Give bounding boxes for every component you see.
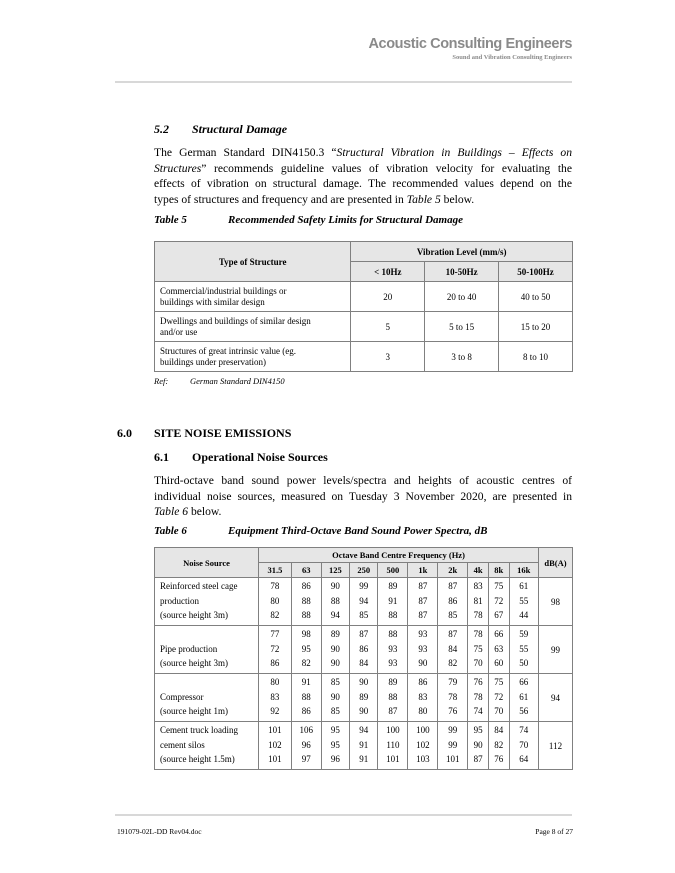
band-value-cell bbox=[259, 674, 292, 722]
band-header: 500 bbox=[378, 563, 408, 578]
band-header: 16k bbox=[509, 563, 538, 578]
band-value: 98 bbox=[301, 629, 311, 639]
table-title: Recommended Safety Limits for Structural Damage bbox=[228, 214, 463, 226]
source-name-line: (source height 3m) bbox=[160, 610, 228, 620]
band-value: 99 bbox=[448, 739, 458, 750]
source-name-line: (source height 3m) bbox=[160, 658, 228, 668]
section-6-1-heading bbox=[154, 450, 328, 465]
page-header bbox=[368, 36, 572, 61]
band-value: 80 bbox=[270, 595, 280, 606]
band-value: 59 bbox=[519, 629, 529, 639]
band-value: 88 bbox=[388, 610, 398, 620]
band-value: 86 bbox=[448, 595, 458, 606]
structure-type: Dwellings and buildings of similar design and/or use bbox=[155, 312, 351, 342]
band-value-cell bbox=[350, 674, 378, 722]
band-value: 77 bbox=[270, 629, 280, 639]
band-value: 82 bbox=[494, 739, 504, 750]
value-cell: 8 to 10 bbox=[499, 342, 573, 372]
band-value: 95 bbox=[473, 725, 483, 735]
paragraph-line: types of structures and frequency and are presented in Table 5 below. bbox=[154, 192, 475, 206]
band-header: 2k bbox=[438, 563, 468, 578]
value-cell: 20 bbox=[351, 282, 425, 312]
band-value: 66 bbox=[519, 677, 529, 687]
col-header-vibration: Vibration Level (mm/s) bbox=[351, 242, 573, 262]
band-value-cell bbox=[408, 626, 438, 674]
band-value-cell bbox=[321, 722, 349, 770]
band-value-cell bbox=[509, 578, 538, 626]
band-value: 87 bbox=[418, 595, 428, 606]
table-row bbox=[155, 674, 573, 722]
band-value-cell bbox=[291, 674, 321, 722]
band-value: 96 bbox=[301, 739, 311, 750]
band-value-cell bbox=[291, 722, 321, 770]
band-header: 1k bbox=[408, 563, 438, 578]
band-value: 78 bbox=[473, 610, 483, 620]
band-value-cell bbox=[438, 674, 468, 722]
band-value-cell bbox=[321, 674, 349, 722]
band-value-cell bbox=[438, 578, 468, 626]
table-row bbox=[155, 312, 573, 342]
paragraph-line: Structures” recommends guideline values of vibration velocity for evaluating the bbox=[154, 161, 572, 175]
band-value: 90 bbox=[473, 739, 483, 750]
band-value-cell bbox=[468, 674, 489, 722]
band-value: 93 bbox=[418, 629, 428, 639]
value-cell: 5 to 15 bbox=[425, 312, 499, 342]
band-value-cell bbox=[378, 626, 408, 674]
source-name-line: Cement truck loading bbox=[160, 725, 238, 735]
source-name-line bbox=[160, 675, 258, 690]
band-value-cell bbox=[259, 626, 292, 674]
band-value: 99 bbox=[359, 581, 369, 591]
dba-total: 94 bbox=[539, 674, 573, 722]
section-5-2-paragraph bbox=[154, 145, 572, 207]
band-value: 67 bbox=[494, 610, 504, 620]
band-value: 87 bbox=[359, 629, 369, 639]
band-value: 84 bbox=[359, 658, 369, 668]
band-value: 92 bbox=[270, 706, 280, 716]
col-header-lt10: < 10Hz bbox=[351, 262, 425, 282]
band-value: 89 bbox=[388, 677, 398, 687]
col-header-50-100: 50-100Hz bbox=[499, 262, 573, 282]
band-header: 8k bbox=[488, 563, 509, 578]
band-value: 101 bbox=[386, 754, 400, 764]
band-value-cell bbox=[488, 626, 509, 674]
dba-total: 99 bbox=[539, 626, 573, 674]
paragraph-line: Table 6 below. bbox=[154, 505, 222, 518]
structure-type: Commercial/industrial buildings or buildings with similar design bbox=[155, 282, 351, 312]
table-row bbox=[155, 626, 573, 674]
band-value: 78 bbox=[473, 691, 483, 702]
band-value: 61 bbox=[519, 581, 529, 591]
band-value: 82 bbox=[301, 658, 311, 668]
band-value: 100 bbox=[386, 725, 400, 735]
footer-divider bbox=[115, 814, 572, 816]
band-value: 88 bbox=[301, 595, 311, 606]
band-value: 78 bbox=[473, 629, 483, 639]
band-value-cell bbox=[509, 674, 538, 722]
value-cell: 20 to 40 bbox=[425, 282, 499, 312]
band-value-cell bbox=[350, 626, 378, 674]
band-value: 93 bbox=[388, 658, 398, 668]
band-value: 72 bbox=[494, 595, 504, 606]
band-value: 44 bbox=[519, 610, 529, 620]
band-value: 76 bbox=[448, 706, 458, 716]
band-value-cell bbox=[378, 578, 408, 626]
band-value: 85 bbox=[330, 677, 340, 687]
band-value: 90 bbox=[330, 581, 340, 591]
band-value: 55 bbox=[519, 595, 529, 606]
paragraph-line: effects of vibration on structural damage. The recommended values depend on the bbox=[154, 177, 572, 190]
band-value: 80 bbox=[418, 706, 428, 716]
band-value-cell bbox=[488, 674, 509, 722]
table-label: Table 5 bbox=[154, 214, 187, 226]
band-value: 95 bbox=[301, 643, 311, 654]
band-value: 85 bbox=[359, 610, 369, 620]
col-header-10-50: 10-50Hz bbox=[425, 262, 499, 282]
band-value: 61 bbox=[519, 691, 529, 702]
band-value: 87 bbox=[448, 629, 458, 639]
band-value: 87 bbox=[473, 754, 483, 764]
band-value: 86 bbox=[301, 706, 311, 716]
band-value-cell bbox=[488, 722, 509, 770]
band-value: 86 bbox=[270, 658, 280, 668]
table-label: Table 6 bbox=[154, 525, 187, 537]
source-name-line: cement silos bbox=[160, 739, 205, 750]
table-5-caption bbox=[154, 214, 463, 226]
col-header-source: Noise Source bbox=[155, 548, 259, 578]
band-value: 80 bbox=[270, 677, 280, 687]
source-name-line: production bbox=[160, 595, 199, 606]
col-header-type: Type of Structure bbox=[155, 242, 351, 282]
band-value: 102 bbox=[416, 739, 430, 750]
footer-document-id: 191079-02L-DD Rev04.doc bbox=[117, 827, 202, 836]
band-value: 97 bbox=[301, 754, 311, 764]
band-value-cell bbox=[468, 722, 489, 770]
band-value: 79 bbox=[448, 677, 458, 687]
band-value: 100 bbox=[416, 725, 430, 735]
band-value: 76 bbox=[494, 754, 504, 764]
band-value: 93 bbox=[388, 643, 398, 654]
band-value: 90 bbox=[359, 706, 369, 716]
band-value: 88 bbox=[388, 629, 398, 639]
band-value-cell bbox=[468, 626, 489, 674]
band-value: 89 bbox=[359, 691, 369, 702]
source-name-line: Compressor bbox=[160, 691, 204, 702]
band-value: 89 bbox=[330, 629, 340, 639]
band-value: 72 bbox=[494, 691, 504, 702]
section-title: Operational Noise Sources bbox=[192, 450, 328, 464]
noise-source-name bbox=[155, 674, 259, 722]
paragraph-line: The German Standard DIN4150.3 “Structural Vibration in Buildings – Effects on bbox=[154, 146, 572, 159]
band-value: 96 bbox=[330, 754, 340, 764]
band-value-cell bbox=[468, 578, 489, 626]
section-number: 6.0 bbox=[117, 426, 132, 440]
band-value: 101 bbox=[268, 725, 282, 735]
band-value: 84 bbox=[448, 643, 458, 654]
band-value: 84 bbox=[494, 725, 504, 735]
band-value-cell bbox=[408, 578, 438, 626]
band-value-cell bbox=[259, 722, 292, 770]
band-value: 90 bbox=[418, 658, 428, 668]
section-title: SITE NOISE EMISSIONS bbox=[154, 426, 292, 440]
band-value: 86 bbox=[359, 643, 369, 654]
band-value: 95 bbox=[330, 725, 340, 735]
band-value-cell bbox=[378, 674, 408, 722]
ref-label: Ref: bbox=[154, 376, 169, 386]
band-value: 75 bbox=[494, 677, 504, 687]
table-row bbox=[155, 578, 573, 626]
section-number: 5.2 bbox=[154, 122, 169, 136]
band-value-cell bbox=[350, 722, 378, 770]
band-value: 88 bbox=[301, 610, 311, 620]
band-value: 90 bbox=[330, 691, 340, 702]
source-name-line: Reinforced steel cage bbox=[160, 581, 238, 591]
table-5 bbox=[154, 241, 573, 372]
band-value-cell bbox=[291, 578, 321, 626]
band-value-cell bbox=[291, 626, 321, 674]
band-value: 78 bbox=[270, 581, 280, 591]
band-value: 76 bbox=[473, 677, 483, 687]
section-5-2-heading bbox=[154, 122, 288, 137]
table-row bbox=[155, 722, 573, 770]
band-value: 90 bbox=[359, 677, 369, 687]
brand-name: Acoustic Consulting Engineers bbox=[368, 36, 572, 52]
band-value: 85 bbox=[448, 610, 458, 620]
ref-text: German Standard DIN4150 bbox=[190, 376, 285, 386]
table-6-caption bbox=[154, 525, 488, 537]
table-title: Equipment Third-Octave Band Sound Power Spectra, dB bbox=[228, 525, 488, 537]
band-value: 88 bbox=[330, 595, 340, 606]
band-value: 93 bbox=[418, 643, 428, 654]
brand-tagline: Sound and Vibration Consulting Engineers bbox=[452, 54, 572, 61]
band-header: 63 bbox=[291, 563, 321, 578]
band-value: 91 bbox=[388, 595, 398, 606]
paragraph-line: Third-octave band sound power levels/spectra and heights of acoustic centres of bbox=[154, 474, 572, 487]
band-value: 82 bbox=[448, 658, 458, 668]
band-value: 70 bbox=[494, 706, 504, 716]
band-value-cell bbox=[509, 722, 538, 770]
band-value: 83 bbox=[418, 691, 428, 702]
band-value: 91 bbox=[359, 754, 369, 764]
band-value: 99 bbox=[448, 725, 458, 735]
noise-source-name bbox=[155, 722, 259, 770]
band-value-cell bbox=[488, 578, 509, 626]
band-value: 82 bbox=[270, 610, 280, 620]
structure-type: Structures of great intrinsic value (eg. buildings under preservation) bbox=[155, 342, 351, 372]
band-value: 56 bbox=[519, 706, 529, 716]
band-value: 78 bbox=[448, 691, 458, 702]
band-value: 66 bbox=[494, 629, 504, 639]
band-value: 72 bbox=[270, 643, 280, 654]
noise-source-name bbox=[155, 626, 259, 674]
source-name-line: Pipe production bbox=[160, 643, 218, 654]
band-value: 87 bbox=[448, 581, 458, 591]
band-value-cell bbox=[408, 722, 438, 770]
table-row bbox=[155, 342, 573, 372]
band-value: 101 bbox=[446, 754, 460, 764]
band-value: 63 bbox=[494, 643, 504, 654]
section-6-1-paragraph bbox=[154, 473, 572, 520]
table-5-reference bbox=[154, 376, 285, 386]
band-value-cell bbox=[321, 626, 349, 674]
table-row bbox=[155, 282, 573, 312]
band-value: 83 bbox=[473, 581, 483, 591]
band-header: 250 bbox=[350, 563, 378, 578]
band-value: 101 bbox=[268, 754, 282, 764]
section-title: Structural Damage bbox=[192, 122, 288, 136]
band-value-cell bbox=[438, 722, 468, 770]
band-value-cell bbox=[321, 578, 349, 626]
band-header: 125 bbox=[321, 563, 349, 578]
band-value: 81 bbox=[473, 595, 483, 606]
band-value: 85 bbox=[330, 706, 340, 716]
table-6 bbox=[154, 547, 573, 770]
band-header: 4k bbox=[468, 563, 489, 578]
noise-source-name bbox=[155, 578, 259, 626]
band-value-cell bbox=[378, 722, 408, 770]
band-value: 103 bbox=[416, 754, 430, 764]
band-value: 50 bbox=[519, 658, 529, 668]
value-cell: 3 to 8 bbox=[425, 342, 499, 372]
dba-total: 98 bbox=[539, 578, 573, 626]
source-name-line bbox=[160, 627, 258, 642]
band-value: 70 bbox=[519, 739, 529, 750]
source-name-line: (source height 1.5m) bbox=[160, 754, 235, 764]
band-header: 31.5 bbox=[259, 563, 292, 578]
header-divider bbox=[115, 81, 572, 83]
value-cell: 40 to 50 bbox=[499, 282, 573, 312]
band-value: 83 bbox=[270, 691, 280, 702]
band-value: 90 bbox=[330, 643, 340, 654]
band-value-cell bbox=[509, 626, 538, 674]
band-value: 91 bbox=[301, 677, 311, 687]
band-value: 95 bbox=[330, 739, 340, 750]
dba-total: 112 bbox=[539, 722, 573, 770]
band-value-cell bbox=[350, 578, 378, 626]
band-value: 74 bbox=[473, 706, 483, 716]
section-6-heading bbox=[117, 426, 292, 441]
section-number: 6.1 bbox=[154, 450, 169, 464]
band-value: 89 bbox=[388, 581, 398, 591]
band-value: 106 bbox=[299, 725, 313, 735]
band-value-cell bbox=[438, 626, 468, 674]
band-value: 75 bbox=[494, 581, 504, 591]
band-value: 60 bbox=[494, 658, 504, 668]
band-value: 70 bbox=[473, 658, 483, 668]
band-value-cell bbox=[408, 674, 438, 722]
band-value: 90 bbox=[330, 658, 340, 668]
band-value: 86 bbox=[301, 581, 311, 591]
band-value-cell bbox=[259, 578, 292, 626]
band-value: 87 bbox=[418, 581, 428, 591]
band-value: 94 bbox=[359, 725, 369, 735]
col-header-dba: dB(A) bbox=[539, 548, 573, 578]
value-cell: 5 bbox=[351, 312, 425, 342]
col-header-frequency: Octave Band Centre Frequency (Hz) bbox=[259, 548, 539, 563]
band-value: 87 bbox=[418, 610, 428, 620]
band-value: 74 bbox=[519, 725, 529, 735]
band-value: 110 bbox=[386, 739, 400, 750]
band-value: 64 bbox=[519, 754, 529, 764]
source-name-line: (source height 1m) bbox=[160, 706, 228, 716]
band-value: 75 bbox=[473, 643, 483, 654]
footer-page-number: Page 8 of 27 bbox=[535, 827, 573, 836]
band-value: 102 bbox=[268, 739, 282, 750]
band-value: 87 bbox=[388, 706, 398, 716]
value-cell: 3 bbox=[351, 342, 425, 372]
band-value: 86 bbox=[418, 677, 428, 687]
band-value: 91 bbox=[359, 739, 369, 750]
band-value: 94 bbox=[359, 595, 369, 606]
value-cell: 15 to 20 bbox=[499, 312, 573, 342]
band-value: 94 bbox=[330, 610, 340, 620]
band-value: 88 bbox=[301, 691, 311, 702]
band-value: 55 bbox=[519, 643, 529, 654]
band-value: 88 bbox=[388, 691, 398, 702]
paragraph-line: individual noise sources, measured on Tuesday 3 November 2020, are presented in bbox=[154, 489, 572, 503]
